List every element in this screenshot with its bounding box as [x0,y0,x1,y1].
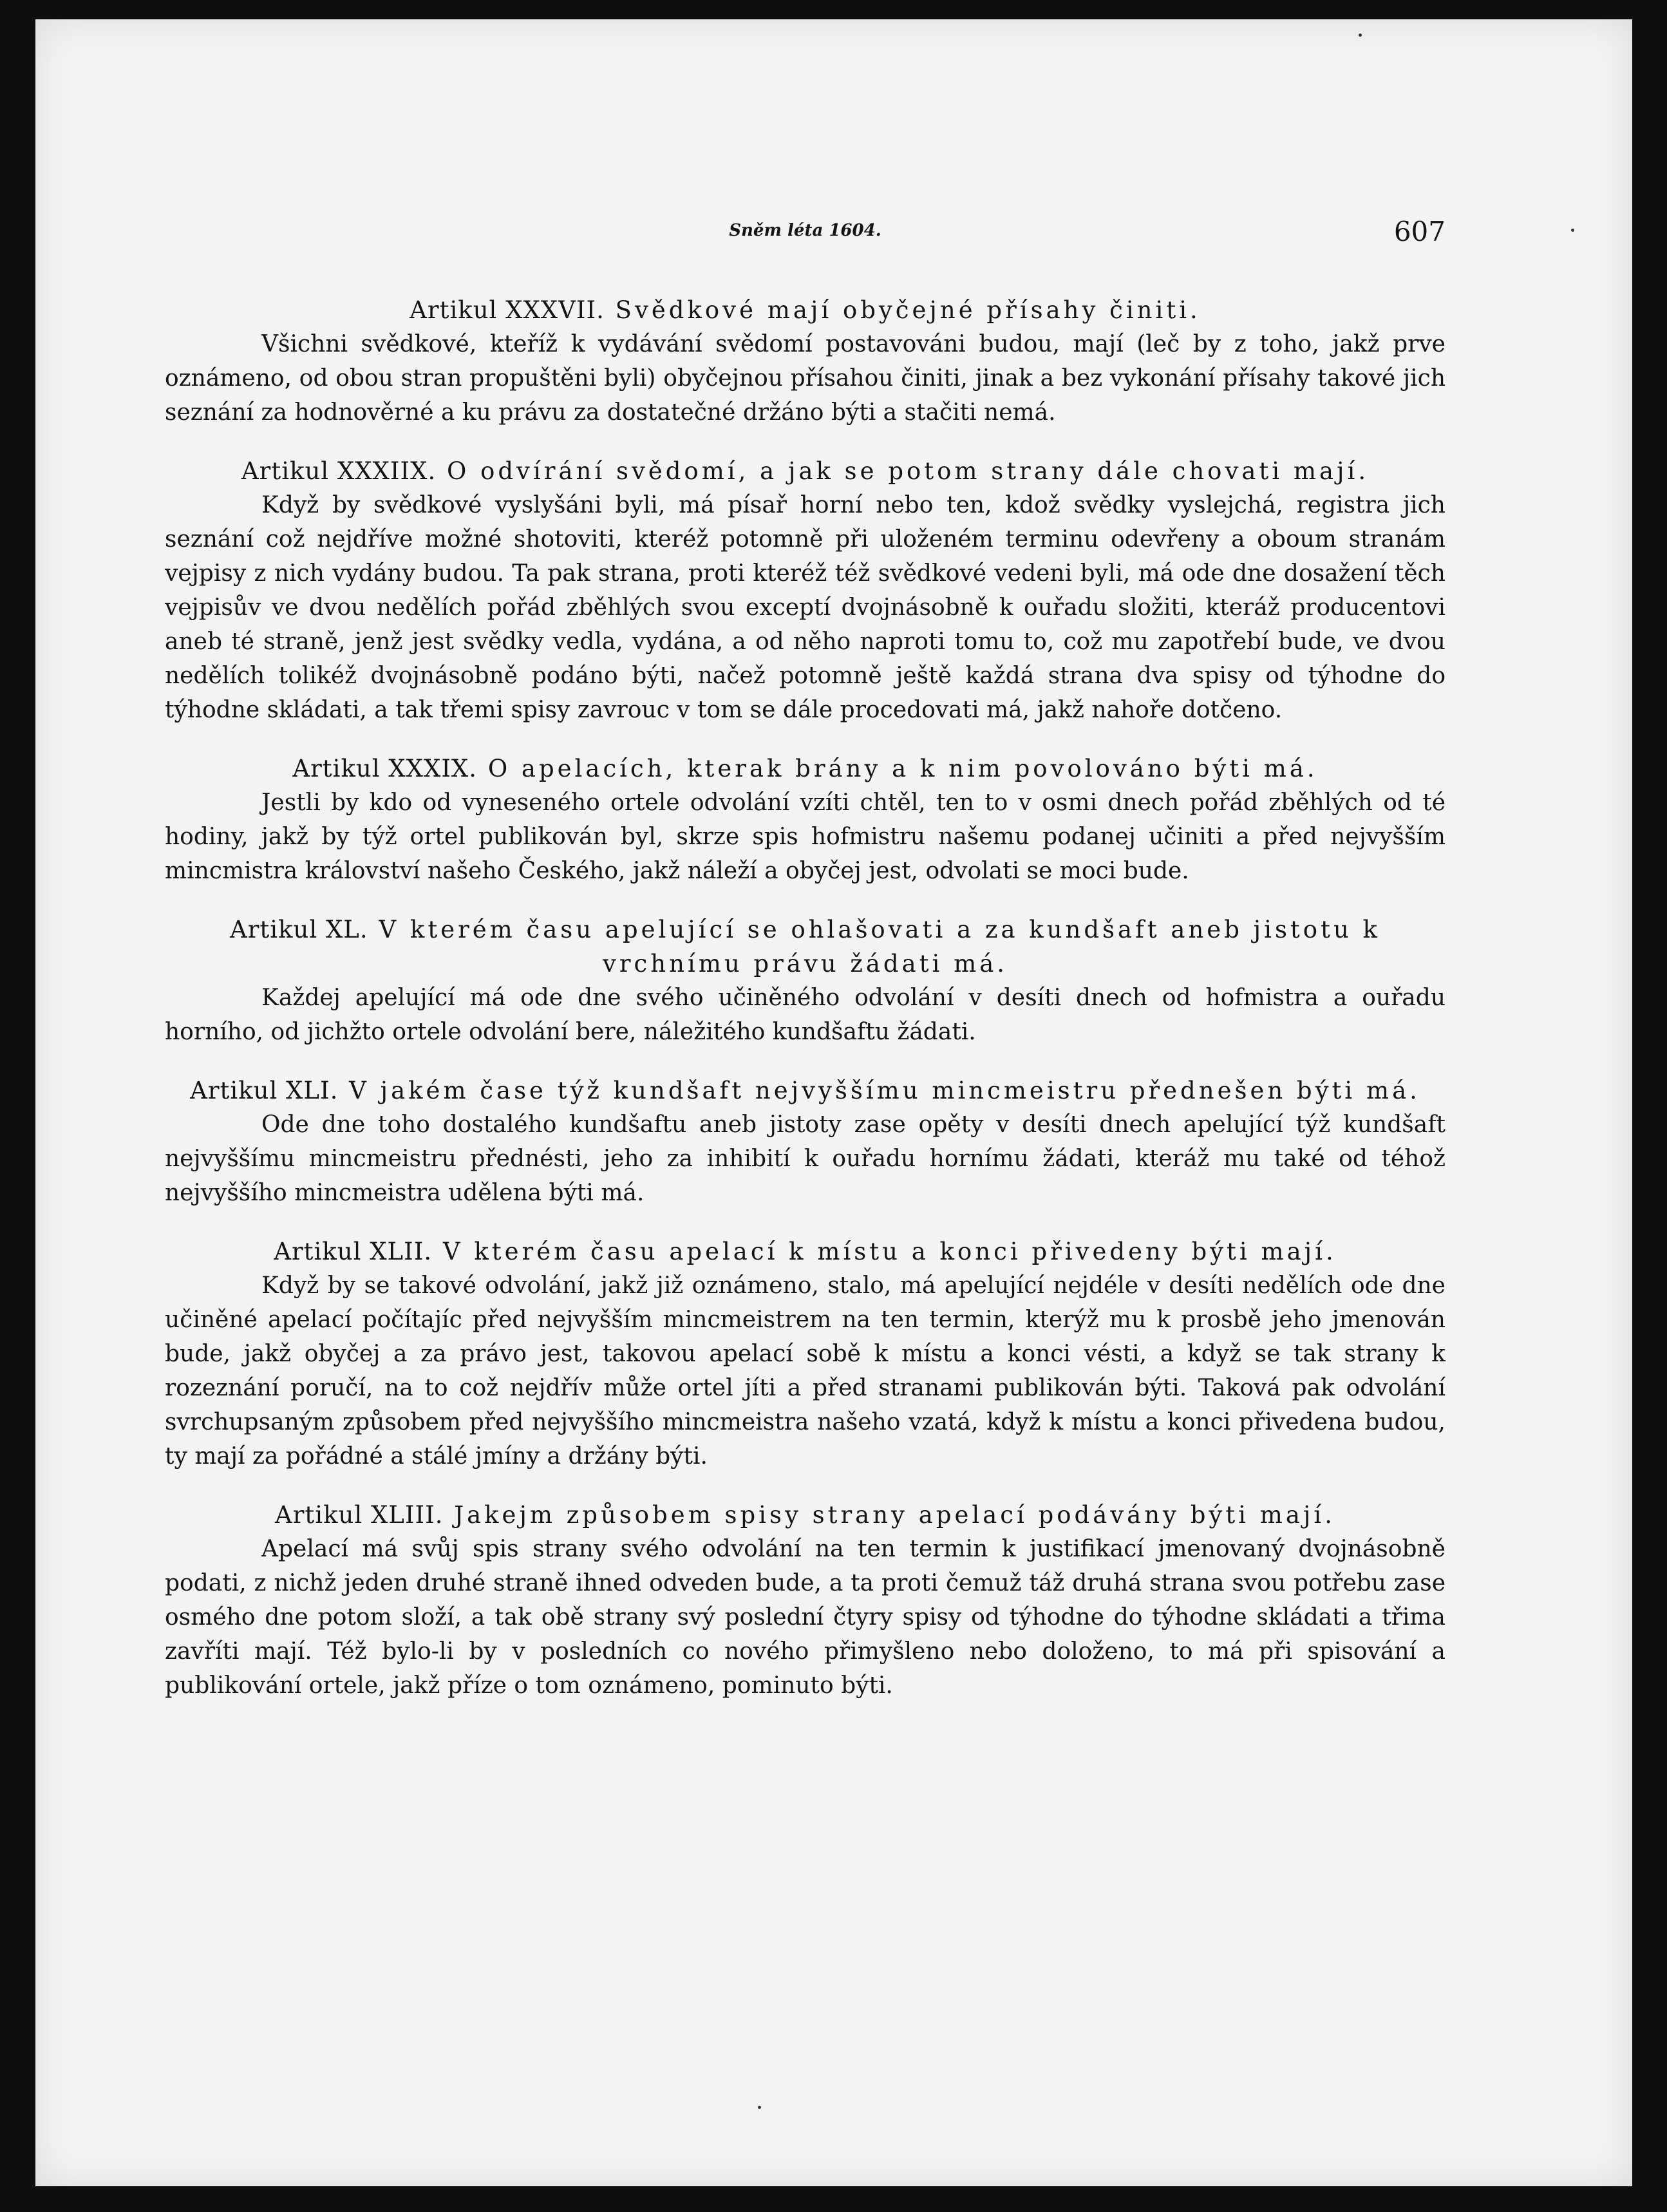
article-text: Jestli by kdo od vyneseného ortele odvolání vzíti chtěl, ten to v osmi dnech pořád zběhlých od té hodiny, jakž by týž ortel publikován byl, skrze spis hofmistru našemu podanej učiniti a před nejvyšším mincmistra království našeho Českého, jakž náleží a obyčej jest, odvolati se moci bude. [165,789,1446,884]
article-number: Artikul XL. [230,916,368,943]
article-text: Apelací má svůj spis strany svého odvolání na ten termin k justifikací jmenovaný dvojnásobně podati, z nichž jeden druhé straně ihned odveden bude, a ta proti čemuž táž druhá strana svou potřebu zase osmého dne potom složí, a tak obě strany svý poslední čtyry spisy od týhodne do týhodne skládati a třima zavříti mají. Též bylo-li by v posledních co nového přimyšleno nebo doloženo, to má při spisování a publikování ortele, jakž příze o tom oznámeno, pominuto býti. [165,1536,1446,1699]
article [165,1234,1446,1473]
article-number: Artikul XXXIX. [292,755,478,782]
page-number: 607 [1393,216,1446,247]
running-head-title: Sněm léta 1604. [729,221,881,240]
scanned-page [35,19,1632,2186]
article-title: Svědkové mají obyčejné přísahy činiti. [615,296,1201,324]
article-number: Artikul XXXIIX. [241,457,437,485]
article [165,454,1446,727]
article-heading [165,752,1446,786]
article-number: Artikul XLIII. [274,1501,444,1529]
article-number: Artikul XXXVII. [410,296,605,324]
article-text: Ode dne toho dostalého kundšaftu aneb jistoty zase opěty v desíti dnech apelující týž kundšaft nejvyššímu mincmeistru přednésti, jeho za inhibití k ouřadu hornímu žádati, kteráž mu také od téhož nejvyššího mincmeistra udělena býti má. [165,1111,1446,1206]
article-heading [165,293,1446,327]
article-text: Každej apelující má ode dne svého učiněného odvolání v desíti dnech od hofmistra a ouřadu horního, od jichžto ortele odvolání bere, náležitého kundšaftu žádati. [165,985,1446,1045]
article-title: O apelacích, kterak brány a k nim povolováno býti má. [487,755,1318,782]
article-heading [165,454,1446,488]
article-heading [165,1498,1446,1532]
article-title: O odvírání svědomí, a jak se potom strany dále chovati mají. [447,457,1370,485]
article [165,293,1446,430]
article [165,1073,1446,1210]
article-number: Artikul XLII. [274,1238,433,1265]
article-text: Když by svědkové vyslyšáni byli, má písař horní nebo ten, kdož svědky vyslejchá, registra jich seznání což nejdříve možné shotoviti, kteréž potomně při uloženém terminu odevřeny a oboum stranám vejpisy z nich vydány budou. Ta pak strana, proti kteréž též svědkové vedeni byli, má ode dne dosažení těch vejpisův ve dvou nedělích pořád zběhlých svou exceptí dvojnásobně k ouřadu složiti, kteráž producentovi aneb té straně, jenž jest svědky vedla, vydána, a od něho naproti tomu to, což mu zapotřebí bude, ve dvou nedělích tolikéž dvojnásobně podáno býti, načež potomně ještě každá strana dva spisy od týhodne do týhodne skládati, a tak třemi spisy zavrouc v tom se dále procedovati má, jakž nahoře dotčeno. [165,492,1446,723]
article [165,752,1446,888]
article-text: Všichni svědkové, kteříž k vydávání svědomí postavováni budou, mají (leč by z toho, jakž prve oznámeno, od obou stran propuštěni byli) obyčejnou přísahou činiti, jinak a bez vykonání přísahy takové jich seznání za hodnověrné a ku právu za dostatečné držáno býti a stačiti nemá. [165,331,1446,426]
article-number: Artikul XLI. [190,1077,339,1104]
article-heading [165,1073,1446,1108]
article-heading [165,912,1446,981]
article-title: V jakém čase týž kundšaft nejvyššímu mincmeistru přednešen býti má. [349,1077,1420,1104]
running-head [165,216,1446,254]
article [165,1498,1446,1703]
scan-speck [758,2106,761,2109]
article-text: Když by se takové odvolání, jakž již oznámeno, stalo, má apelující nejdéle v desíti nedělích ode dne učiněné apelací počítajíc před nejvyšším mincmeistrem na ten termin, kterýž mu k prosbě jeho jmenován bude, jakž obyčej a za právo jest, takovou apelací sobě k místu a konci vésti, a když se tak strany k rozeznání poručí, na to což nejdřív může ortel jíti a před stranami publikován býti. Taková pak odvolání svrchupsaným způsobem před nejvyššího mincmeistra našeho vzatá, když k místu a konci přivedena budou, ty mají za pořádné a stálé jmíny a držány býti. [165,1272,1446,1470]
article-heading [165,1234,1446,1269]
article [165,912,1446,1049]
page-body [165,293,1446,1727]
article-title: V kterém času apelací k místu a konci přivedeny býti mají. [442,1238,1337,1265]
article-title: V kterém času apelující se ohlašovati a za kundšaft aneb jistotu k vrchnímu právu žádati má. [379,916,1380,978]
scan-speck [1571,229,1574,232]
scan-speck [1359,33,1362,37]
article-title: Jakejm způsobem spisy strany apelací podávány býti mají. [454,1501,1335,1529]
